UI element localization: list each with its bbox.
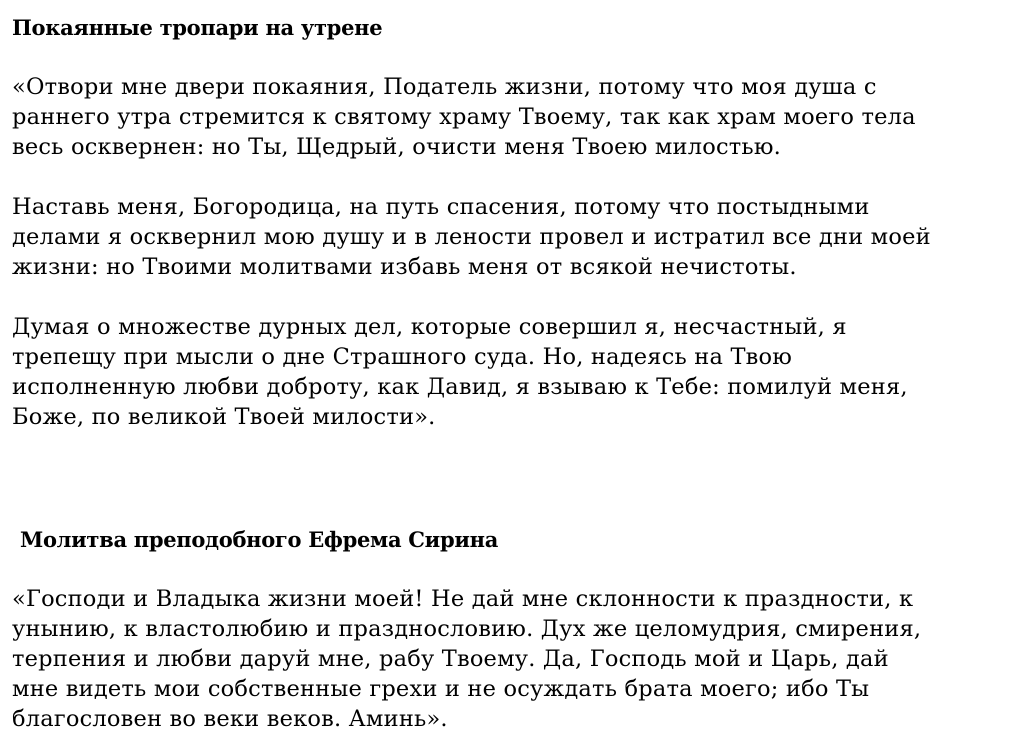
paragraph-troparion-3 (12, 312, 908, 432)
text-line: Думая о множестве дурных дел, которые совершил я, несчастный, я (12, 314, 847, 340)
section-heading-ephrem-prayer: Молитва преподобного Ефрема Сирина (20, 527, 498, 552)
paragraph-ephrem-prayer (12, 584, 921, 734)
text-line: делами я осквернил мою душу и в лености провел и истратил все дни моей (12, 224, 931, 250)
text-line: раннего утра стремится к святому храму Твоему, так как храм моего тела (12, 104, 916, 130)
text-line: весь осквернен: но Ты, Щедрый, очисти меня Твоею милостью. (12, 134, 782, 160)
text-line: мне видеть мои собственные грехи и не осуждать брата моего; ибо Ты (12, 676, 870, 702)
text-line: «Господи и Владыка жизни моей! Не дай мне склонности к праздности, к (12, 586, 914, 612)
text-line: терпения и любви даруй мне, рабу Твоему. Да, Господь мой и Царь, дай (12, 646, 889, 672)
text-line: благословен во веки веков. Аминь». (12, 706, 448, 732)
text-line: унынию, к властолюбию и празднословию. Дух же целомудрия, смирения, (12, 616, 922, 642)
text-line: трепещу при мысли о дне Страшного суда. Но, надеясь на Твою (12, 344, 793, 370)
text-line: Боже, по великой Твоей милости». (12, 404, 436, 430)
paragraph-troparion-1 (12, 72, 916, 162)
text-line: «Отвори мне двери покаяния, Податель жизни, потому что моя душа с (12, 74, 877, 100)
paragraph-troparion-2 (12, 192, 931, 282)
text-line: исполненную любви доброту, как Давид, я взываю к Тебе: помилуй меня, (12, 374, 908, 400)
text-line: жизни: но Твоими молитвами избавь меня от всякой нечистоты. (12, 254, 797, 280)
text-line: Наставь меня, Богородица, на путь спасения, потому что постыдными (12, 194, 870, 220)
section-heading-troparia: Покаянные тропари на утрене (12, 15, 383, 40)
